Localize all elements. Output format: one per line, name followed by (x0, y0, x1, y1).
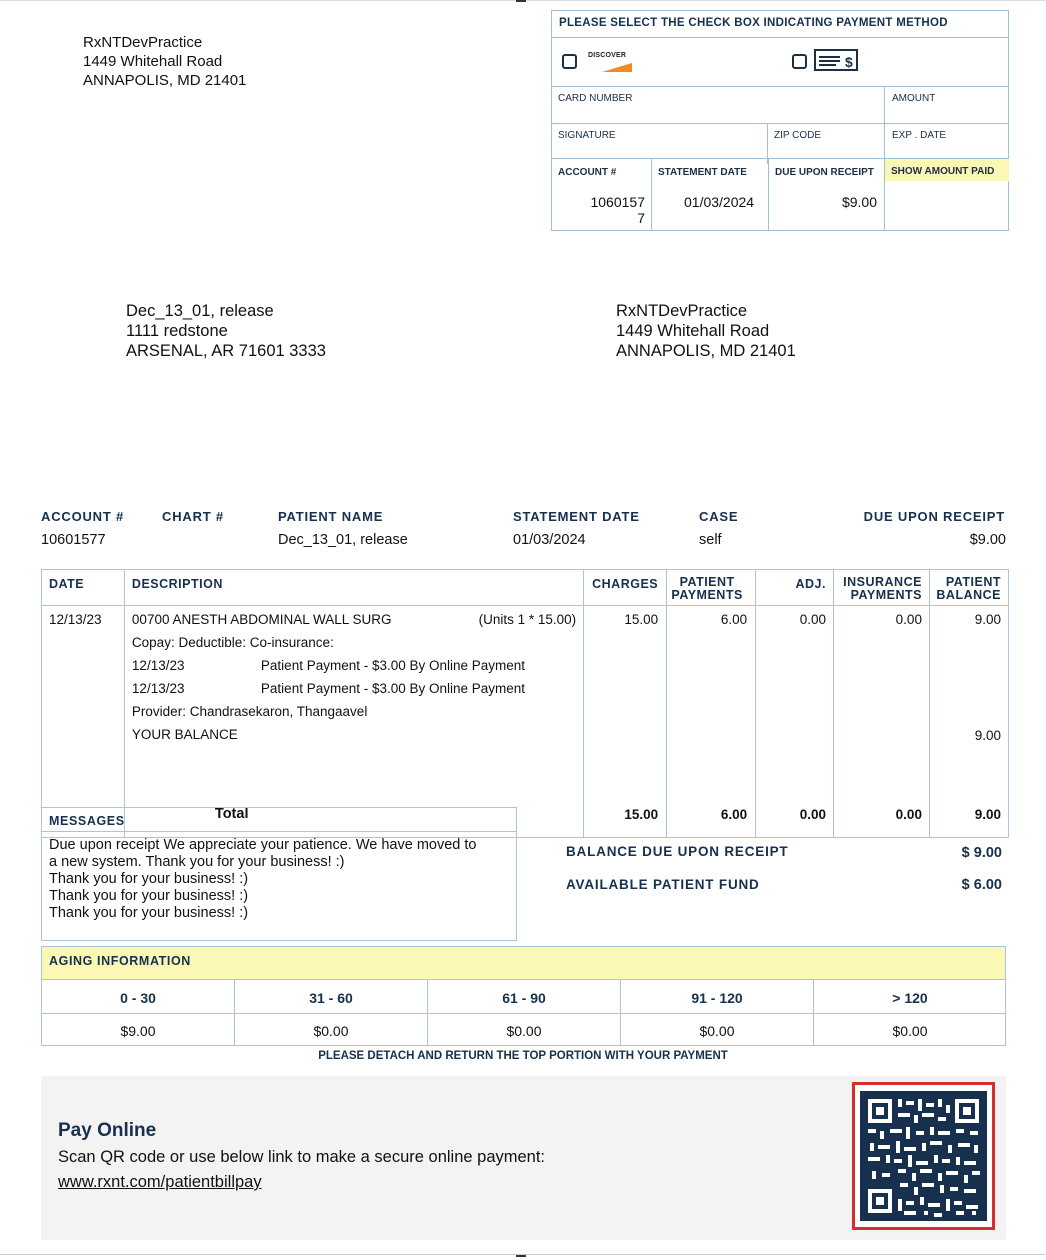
patient-city: ARSENAL, AR 71601 3333 (126, 342, 326, 360)
messages-body (49, 837, 476, 922)
aging-bucket-label: 61 - 90 (428, 980, 621, 1013)
crop-mark-bottom (516, 1255, 526, 1257)
total-balance: 9.00 (929, 802, 1008, 838)
summary-account-value: 10601577 (41, 532, 106, 548)
qr-code-frame (852, 1082, 995, 1230)
due-value-top: $9.00 (841, 194, 877, 210)
aging-bucket-label: 91 - 120 (621, 980, 814, 1013)
summary-patient-label: PATIENT NAME (278, 509, 384, 524)
summary-chart-label: CHART # (162, 509, 224, 524)
total-label-text: Total (214, 805, 249, 822)
your-balance-value: 9.00 (974, 728, 1001, 743)
message-line: Thank you for your business! :) (49, 888, 249, 904)
show-amount-paid-cell[interactable] (885, 159, 1009, 181)
aging-bucket-value: $9.00 (42, 1014, 235, 1045)
item-payment-2-date: 12/13/23 (131, 681, 185, 696)
header-balance-2: BALANCE (936, 588, 1001, 602)
card-number-field[interactable] (552, 87, 885, 123)
header-description: DESCRIPTION (124, 570, 583, 606)
header-insurance-1: INSURANCE (843, 575, 922, 589)
item-payment-1-text: Patient Payment - $3.00 By Online Payment (260, 658, 526, 673)
header-balance (929, 570, 1008, 606)
statement-date-cell (652, 159, 769, 230)
pay-online-title: Pay Online (58, 1120, 157, 1141)
practice-street: 1449 Whitehall Road (83, 53, 223, 70)
amount-label: AMOUNT (892, 93, 936, 104)
header-charges: CHARGES (584, 570, 667, 606)
practice-address (83, 33, 246, 90)
crop-mark-top (516, 0, 526, 2)
aging-bucket-label: > 120 (892, 990, 928, 1006)
header-adj: ADJ. (756, 570, 834, 606)
account-label-top: ACCOUNT # (558, 167, 617, 178)
item-payment-2 (132, 681, 576, 704)
item-description (124, 606, 583, 802)
item-copay-line: Copay: Deductible: Co-insurance: (131, 635, 334, 650)
summary-case-label: CASE (699, 509, 739, 524)
aging-title: AGING INFORMATION (42, 947, 1005, 980)
summary-due-value: $9.00 (969, 532, 1006, 548)
message-line: a new system. Thank you for your business! :) (49, 854, 345, 870)
aging-value-row (42, 1014, 1005, 1045)
payment-box-title: PLEASE SELECT THE CHECK BOX INDICATING PAYMENT METHOD (559, 17, 948, 29)
item-payment-2-text: Patient Payment - $3.00 By Online Payment (260, 681, 526, 696)
aging-bucket-value: $0.00 (621, 1014, 814, 1045)
message-line: Due upon receipt We appreciate your patience. We have moved to (49, 837, 477, 853)
item-provider: Provider: Chandrasekaron, Thangaavel (131, 704, 368, 719)
payment-method-box (551, 10, 1009, 231)
summary-due-label: DUE UPON RECEIPT (863, 509, 1005, 524)
total-patient-payments: 6.00 (667, 802, 756, 838)
header-patient-payments (667, 570, 756, 606)
header-patient-payments-2: PAYMENTS (671, 588, 743, 602)
pay-online-text: Scan QR code or use below link to make a secure online payment: (58, 1148, 546, 1166)
item-row (42, 606, 1009, 802)
practice-name: RxNTDevPractice (83, 34, 203, 51)
summary-account-label: ACCOUNT # (41, 509, 125, 524)
balance-due-value: $ 9.00 (961, 845, 1002, 861)
remit-city: ANNAPOLIS, MD 21401 (616, 342, 796, 360)
patient-fund-label: AVAILABLE PATIENT FUND (566, 877, 760, 892)
signature-label: SIGNATURE (558, 130, 616, 141)
zip-label: ZIP CODE (774, 130, 822, 141)
aging-bucket-label: 31 - 60 (235, 980, 428, 1013)
total-charges: 15.00 (584, 802, 667, 838)
message-line: Thank you for your business! :) (49, 905, 249, 921)
statement-date-label-top: STATEMENT DATE (658, 167, 747, 178)
account-value-top (590, 194, 645, 226)
qr-code-icon[interactable] (860, 1091, 987, 1221)
summary-case-value: self (699, 532, 722, 548)
aging-bucket-value: $0.00 (235, 1014, 428, 1045)
account-row (552, 158, 1008, 230)
account-value-line1: 1060157 (590, 194, 645, 210)
aging-bucket-value: $0.00 (892, 1023, 928, 1039)
remit-address (616, 301, 796, 361)
item-patient-payments: 6.00 (667, 606, 756, 802)
line-items-table (41, 569, 1009, 838)
patient-fund-value: $ 6.00 (961, 877, 1002, 893)
item-balance-cell (929, 606, 1008, 802)
remit-name: RxNTDevPractice (616, 302, 748, 320)
items-header-row (42, 570, 1009, 606)
check-checkbox[interactable] (792, 54, 807, 69)
exp-label: EXP . DATE (892, 130, 947, 141)
show-amount-paid-label: SHOW AMOUNT PAID (891, 166, 995, 177)
payment-methods-row (552, 38, 1008, 87)
summary-statement-label: STATEMENT DATE (513, 509, 640, 524)
item-payment-1 (132, 658, 576, 681)
payment-box-title-row (552, 11, 1008, 38)
messages-title: MESSAGES (42, 808, 516, 832)
patient-name: Dec_13_01, release (126, 302, 274, 320)
card-number-row (552, 87, 1008, 124)
header-balance-1: PATIENT (945, 575, 1001, 589)
header-insurance-2: PAYMENTS (850, 588, 922, 602)
your-balance-label: YOUR BALANCE (131, 727, 238, 742)
due-cell (769, 159, 885, 230)
pay-online-link[interactable]: www.rxnt.com/patientbillpay (58, 1173, 262, 1191)
item-date: 12/13/23 (42, 606, 125, 802)
header-patient-payments-1: PATIENT (679, 575, 735, 589)
messages-box (41, 807, 517, 941)
total-insurance: 0.00 (833, 802, 929, 838)
due-label-top: DUE UPON RECEIPT (775, 167, 874, 178)
item-insurance: 0.00 (833, 606, 929, 802)
statement-date-value-top: 01/03/2024 (684, 194, 755, 210)
total-adj: 0.00 (756, 802, 834, 838)
item-charges: 15.00 (584, 606, 667, 802)
svg-text:$: $ (845, 54, 853, 70)
pay-online-panel (41, 1076, 1006, 1240)
aging-bucket-label: 0 - 30 (42, 980, 235, 1013)
item-adj: 0.00 (756, 606, 834, 802)
check-icon (814, 48, 860, 72)
aging-bucket-value: $0.00 (428, 1014, 621, 1045)
card-number-label: CARD NUMBER (558, 93, 633, 104)
item-payment-1-date: 12/13/23 (131, 658, 185, 673)
item-balance: 9.00 (974, 612, 1001, 627)
aging-header-row (42, 980, 1005, 1014)
discover-logo (588, 52, 634, 74)
discover-logo-text: DISCOVER (588, 52, 627, 59)
patient-address (126, 301, 326, 361)
aging-box (41, 946, 1006, 1046)
item-code-line (132, 612, 576, 635)
balance-due-label: BALANCE DUE UPON RECEIPT (566, 844, 789, 859)
remit-street: 1449 Whitehall Road (616, 322, 770, 340)
account-cell (552, 159, 652, 230)
practice-city: ANNAPOLIS, MD 21401 (83, 72, 247, 89)
qr-code-pattern (860, 1091, 987, 1221)
summary-statement-value: 01/03/2024 (513, 532, 586, 548)
summary-patient-value: Dec_13_01, release (278, 532, 408, 548)
discover-stripe-icon (602, 63, 632, 72)
item-code-desc: 00700 ANESTH ABDOMINAL WALL SURG (131, 612, 392, 627)
message-line: Thank you for your business! :) (49, 871, 249, 887)
patient-street: 1111 redstone (126, 322, 228, 340)
discover-checkbox[interactable] (562, 54, 577, 69)
detach-note: PLEASE DETACH AND RETURN THE TOP PORTION WITH YOUR PAYMENT (318, 1050, 728, 1062)
account-value-line2: 7 (637, 210, 645, 226)
header-insurance (833, 570, 929, 606)
item-units: (Units 1 * 15.00) (478, 612, 577, 627)
header-date: DATE (42, 570, 125, 606)
